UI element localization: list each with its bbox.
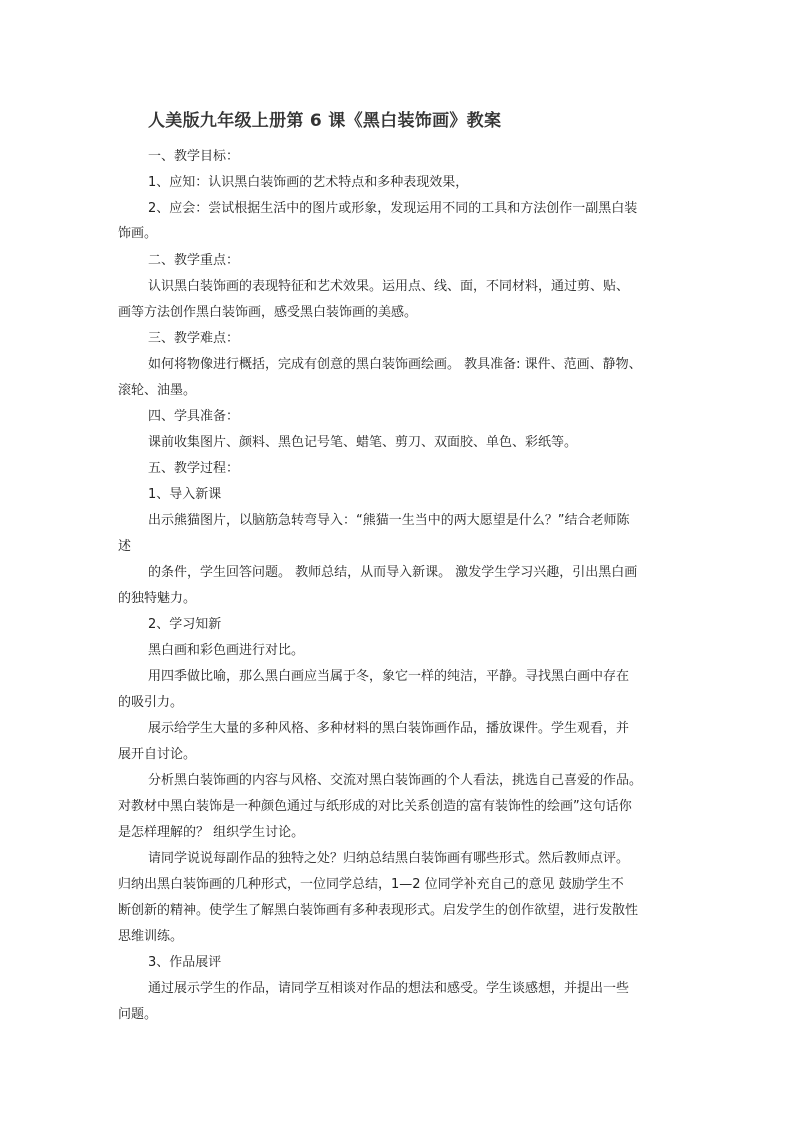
paragraph-line: 述 [118,539,132,554]
paragraph-line: 的独特魅力。 [118,591,197,606]
paragraph-line: 通过展示学生的作品，请同学互相谈对作品的想法和感受。学生谈感想，并提出一些 [148,981,630,996]
subheading-intro: 1、导入新课 [148,487,222,502]
paragraph-line: 思维训练。 [118,929,184,944]
section-heading-process: 五、教学过程： [148,461,240,476]
paragraph-line: 请同学说说每副作品的独特之处？归纳总结黑白装饰画有哪些形式。然后教师点评。 [148,851,630,866]
paragraph-line: 归纳出黑白装饰画的几种形式，一位同学总结，1—2 位同学补充自己的意见 鼓励学生不 [118,877,624,892]
paragraph-line: 滚轮、油墨。 [118,383,197,398]
paragraph-line: 是怎样理解的？ 组织学生讨论。 [118,825,305,840]
section-heading-objectives: 一、教学目标： [148,149,240,164]
section-heading-difficulties: 三、教学难点： [148,331,240,346]
paragraph-line: 展开自讨论。 [118,747,197,762]
section-heading-student-materials: 四、学具准备： [148,409,240,424]
paragraph-line: 断创新的精神。使学生了解黑白装饰画有多种表现形式。启发学生的创作欲望，进行发散性 [118,903,639,918]
paragraph-line: 2、应会：尝试根据生活中的图片或形象，发现运用不同的工具和方法创作一副黑白装 [148,201,638,216]
paragraph-line: 1、应知：认识黑白装饰画的艺术特点和多种表现效果， [148,175,469,190]
paragraph-line: 黑白画和彩色画进行对比。 [148,643,305,658]
section-heading-key-points: 二、教学重点： [148,253,240,268]
subheading-learn-new: 2、学习知新 [148,617,222,632]
paragraph-line: 对教材中黑白装饰是一种颜色通过与纸形成的对比关系创造的富有装饰性的绘画”这句话你 [118,799,632,814]
paragraph-line: 分析黑白装饰画的内容与风格、交流对黑白装饰画的个人看法，挑选自己喜爱的作品。 [148,773,643,788]
subheading-showcase: 3、作品展评 [148,955,222,970]
paragraph-line: 如何将物像进行概括，完成有创意的黑白装饰画绘画。 教具准备: 课件、范画、静物、 [148,357,642,372]
paragraph-line: 展示给学生大量的多种风格、多种材料的黑白装饰画作品，播放课件。学生观看，并 [148,721,630,736]
paragraph-line: 的条件，学生回答问题。 教师总结，从而导入新课。 激发学生学习兴趣，引出黑白画 [148,565,638,580]
paragraph-line: 饰画。 [118,226,158,241]
paragraph-line: 的吸引力。 [118,695,184,710]
paragraph-line: 课前收集图片、颜料、黑色记号笔、蜡笔、剪刀、双面胶、单色、彩纸等。 [148,435,578,450]
paragraph-line: 出示熊猫图片，以脑筋急转弯导入：“熊猫一生当中的两大愿望是什么？”结合老师陈 [148,513,630,528]
paragraph-line: 认识黑白装饰画的表现特征和艺术效果。运用点、线、面，不同材料，通过剪、贴、 [148,279,630,294]
paragraph-line: 用四季做比喻，那么黑白画应当属于冬，象它一样的纯洁，平静。寻找黑白画中存在 [148,669,630,684]
document-title: 人美版九年级上册第 6 课《黑白装饰画》教案 [148,111,502,131]
paragraph-line: 问题。 [118,1007,158,1022]
paragraph-line: 画等方法创作黑白装饰画，感受黑白装饰画的美感。 [118,305,418,320]
